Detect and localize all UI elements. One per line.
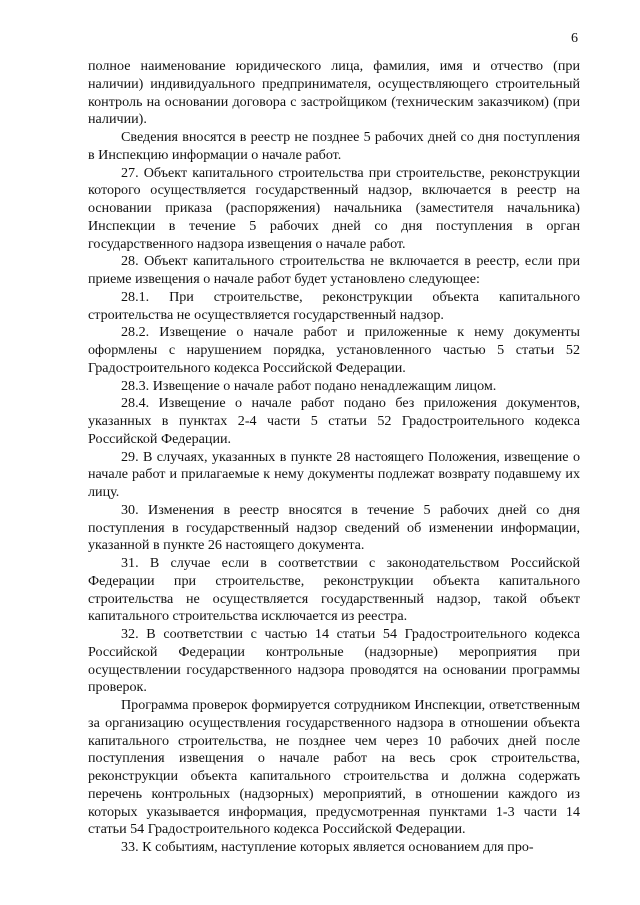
paragraph-32: 32. В соответствии с частью 14 статьи 54 Градостроительного кодекса Российской Федерации контрольные (надзорные) мероприятия при осуществлении государственного надзора проводятся на основании программы проверок. [88,626,580,696]
paragraph-inspection-program: Программа проверок формируется сотрудником Инспекции, ответственным за организацию осуществления государственного надзора в отношении объекта капитального строительства, не позднее чем через 10 рабочих дней после поступления извещения о начале работ на весь срок строительства, реконструкции объекта капитального строительства и должна содержать перечень контрольных (надзорных) мероприятий, в отношении каждого из которых указывается информация, предусмотренная пунктами 1-3 части 14 статьи 54 Градостроительного кодекса Российской Федерации. [88,697,580,838]
page-number: 6 [571,31,578,46]
paragraph-29: 29. В случаях, указанных в пункте 28 настоящего Положения, извещение о начале работ и прилагаемые к нему документы подлежат возврату подавшему их лицу. [88,448,580,500]
paragraph-28-2: 28.2. Извещение о начале работ и приложенные к нему документы оформлены с нарушением порядка, установленного частью 5 статьи 52 Градостроительного кодекса Российской Федерации. [88,324,580,376]
paragraph-28-4: 28.4. Извещение о начале работ подано без приложения документов, указанных в пунктах 2-4 части 5 статьи 52 Градостроительного кодекса Российской Федерации. [88,395,580,447]
paragraph-31: 31. В случае если в соответствии с законодательством Российской Федерации при строительстве, реконструкции объекта капитального строительства не осуществляется государственный надзор, такой объект капитального строительства исключается из реестра. [88,555,580,625]
document-body [88,58,580,857]
paragraph-28-1: 28.1. При строительстве, реконструкции объекта капитального строительства не осуществляется государственный надзор. [88,288,580,323]
paragraph-28: 28. Объект капитального строительства не включается в реестр, если при приеме извещения о начале работ будет установлено следующее: [88,253,580,287]
paragraph-27: 27. Объект капитального строительства при строительстве, реконструкции которого осуществляется государственный надзор, включается в реестр на основании приказа (распоряжения) начальника (заместителя начальника) Инспекции в течение 5 рабочих дней со дня поступления в орган государственного надзора извещения о начале работ. [88,164,580,252]
paragraph-33: 33. К событиям, наступление которых является основанием для про- [121,839,534,855]
paragraph-30: 30. Изменения в реестр вносятся в течение 5 рабочих дней со дня поступления в государственный надзор сведений об изменении информации, указанной в пункте 26 настоящего документа. [88,501,580,554]
paragraph-28-3: 28.3. Извещение о начале работ подано ненадлежащим лицом. [121,377,497,394]
paragraph-continuation: полное наименование юридического лица, фамилия, имя и отчество (при наличии) индивидуального предпринимателя, осуществляющего строительный контроль на основании договора с застройщиком (техническим заказчиком) (при наличии). [88,58,580,128]
paragraph-registry-deadline: Сведения вносятся в реестр не позднее 5 рабочих дней со дня поступления в Инспекцию информации о начале работ. [88,129,580,163]
